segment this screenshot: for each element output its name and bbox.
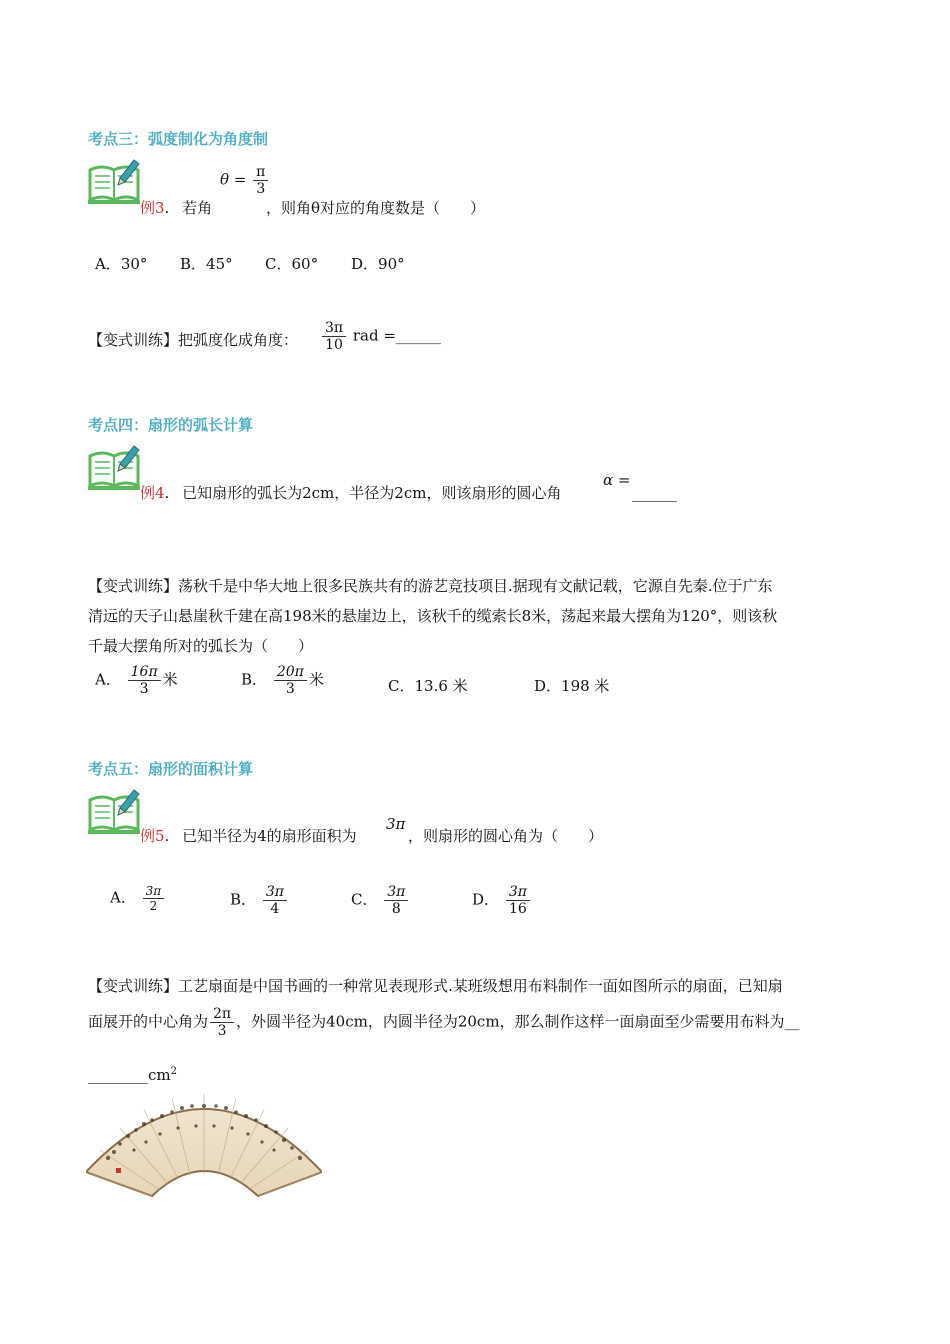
option-key: A． <box>95 255 121 273</box>
option-key: C． <box>265 255 292 273</box>
variant-label: 【变式训练】 <box>88 577 179 595</box>
example-4-text: 已知扇形的弧长为2cm，半径为2cm，则该扇形的圆心角 <box>182 484 562 502</box>
option-value: 198 米 <box>561 677 610 695</box>
answer-blank: ______ <box>395 326 441 345</box>
example-5 <box>140 826 357 846</box>
variant-3 <box>88 330 298 350</box>
option-value: 45° <box>206 255 233 273</box>
option-key: B． <box>180 255 207 273</box>
fraction-numerator: 3π <box>143 884 165 899</box>
variant-text: 荡秋千是中华大地上很多民族共有的游艺竞技项目.据现有文献记载，它源自先秦.位于广东 <box>178 577 773 595</box>
option-key: A． <box>110 888 136 907</box>
example-5-question: ，则扇形的圆心角为（ ） <box>408 827 604 845</box>
variant-4-line-2: 清远的天子山悬崖秋千建在高198米的悬崖边上，该秋千的缆索长8米，荡起来最大摆角为120°，则该秋 <box>88 607 778 625</box>
variant-line2-pre: 面展开的中心角为 <box>88 1012 209 1031</box>
fraction-numerator: 16π <box>128 664 161 681</box>
option-key: B． <box>241 670 268 689</box>
option-key: D． <box>472 890 500 909</box>
option-key: C． <box>351 890 378 909</box>
fraction-denominator: 4 <box>270 901 280 917</box>
example-5-dot: . <box>164 827 170 845</box>
fraction-numerator: 2π <box>210 1006 234 1023</box>
option-a <box>95 664 178 697</box>
fraction-denominator: 3 <box>217 1023 227 1039</box>
option-c <box>351 884 410 917</box>
open-book-pencil-icon <box>86 786 142 836</box>
variant-4-line-1 <box>88 576 773 596</box>
example-3-pre: 若角 <box>182 199 213 217</box>
option-a <box>110 884 166 913</box>
fraction-denominator: 3 <box>285 681 295 697</box>
example-4-dot: . <box>164 484 170 502</box>
option-c <box>388 676 468 696</box>
variant-3-formula <box>320 320 441 353</box>
option-b <box>180 254 233 274</box>
fraction-denominator: 2 <box>149 899 158 913</box>
example-3-question: ，则角θ对应的角度数是（ ） <box>266 199 486 217</box>
option-value: 60° <box>291 255 319 273</box>
fraction-numerator: 3π <box>322 320 346 337</box>
variant-5-line-2 <box>88 1006 800 1039</box>
option-value: 13.6 米 <box>414 677 468 695</box>
option-key: B． <box>230 890 257 909</box>
variant-label: 【变式训练】 <box>88 331 179 349</box>
answer-blank: ______ <box>632 484 677 502</box>
fraction-denominator: 16 <box>508 901 527 917</box>
option-key: D． <box>351 255 379 273</box>
open-book-pencil-icon <box>86 156 142 206</box>
option-b <box>230 884 289 917</box>
option-b <box>241 664 324 697</box>
example-3-formula <box>220 164 270 197</box>
option-key: A． <box>95 670 121 689</box>
variant-label: 【变式训练】 <box>88 977 179 995</box>
example-4 <box>140 483 561 503</box>
variant-4-line-3: 千最大摆角所对的弧长为（ ） <box>88 637 314 655</box>
option-value: 30° <box>120 255 148 273</box>
option-unit: 米 <box>162 670 178 689</box>
section-4-title: 考点四：扇形的弧长计算 <box>88 416 254 434</box>
option-key: D． <box>534 677 562 695</box>
area-unit-exponent: 2 <box>170 1066 177 1077</box>
theta-symbol: θ <box>220 170 230 189</box>
variant-text: 把弧度化成角度： <box>178 331 299 349</box>
option-c <box>265 254 318 274</box>
example-5-pre: 已知半径为4的扇形面积为 <box>182 827 357 845</box>
option-value: 90° <box>378 255 405 273</box>
fraction-denominator: 8 <box>391 901 401 917</box>
rad-unit: rad = <box>352 326 396 345</box>
area-value: 3π <box>386 815 406 833</box>
alpha-symbol: α = <box>603 471 631 489</box>
variant-5-line-3 <box>88 1062 177 1085</box>
fraction-denominator: 10 <box>325 337 343 353</box>
example-5-label: 例5 <box>140 827 165 845</box>
area-unit: cm <box>148 1066 171 1084</box>
section-3-title: 考点三：弧度制化为角度制 <box>88 130 269 148</box>
option-key: C． <box>388 677 415 695</box>
example-4-label: 例4 <box>140 484 165 502</box>
open-book-pencil-icon <box>86 442 142 492</box>
fraction-numerator: 3π <box>384 884 408 901</box>
option-d <box>472 884 532 917</box>
variant-text: 工艺扇面是中国书画的一种常见表现形式.某班级想用布料制作一面如图所示的扇面，已知扇 <box>178 977 783 995</box>
section-5-title: 考点五：扇形的面积计算 <box>88 760 254 778</box>
option-d <box>351 254 405 274</box>
example-3-label: 例3 <box>140 199 165 217</box>
fraction-denominator: 3 <box>139 681 149 697</box>
fraction-numerator: 20π <box>274 664 307 681</box>
fraction-numerator: 3π <box>263 884 287 901</box>
variant-line2-post: ，外圆半径为40cm，内圆半径为20cm，那么制作这样一面扇面至少需要用布料为__ <box>236 1012 800 1031</box>
example-3 <box>140 198 212 218</box>
option-unit: 米 <box>308 670 324 689</box>
fraction-denominator: 3 <box>256 181 266 197</box>
option-d <box>534 676 609 696</box>
answer-blank: ________ <box>88 1066 148 1084</box>
option-a <box>95 254 147 274</box>
example-3-dot: . <box>164 199 170 217</box>
fan-painting-image <box>86 1086 322 1198</box>
equals-sign: = <box>233 170 247 189</box>
fraction-numerator: π <box>253 164 268 181</box>
variant-5-line-1 <box>88 976 783 996</box>
fraction-numerator: 3π <box>506 884 530 901</box>
